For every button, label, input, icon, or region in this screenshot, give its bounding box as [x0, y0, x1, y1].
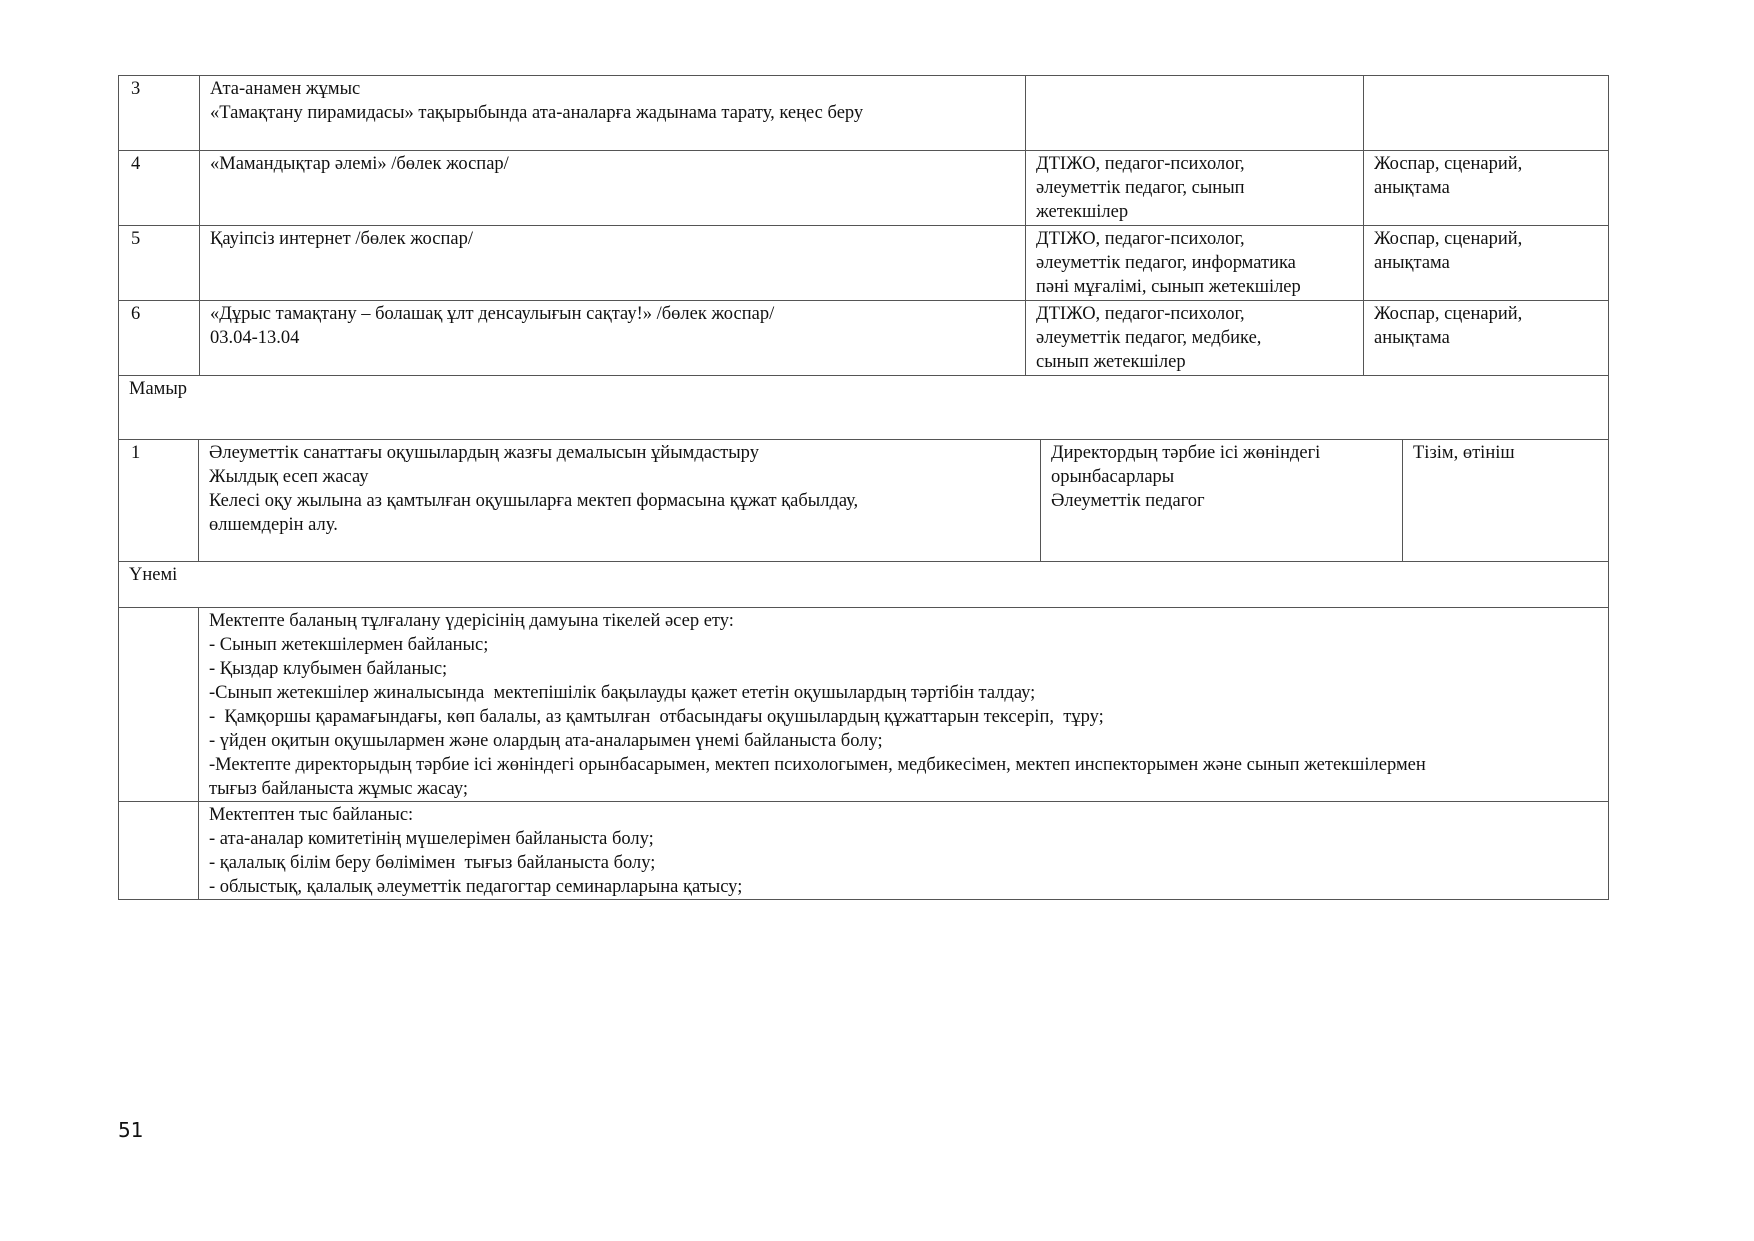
activity-line: өлшемдерін алу. [209, 515, 338, 535]
responsible-line: Әлеуметтік педагог [1051, 491, 1205, 511]
activity-line: - облыстық, қалалық әлеуметтік педагогтар семинарларына қатысу; [209, 877, 743, 897]
activity-cell [200, 301, 1026, 376]
activity-line: «Дұрыс тамақтану – болашақ ұлт денсаулығын сақтау!» /бөлек жоспар/ [210, 304, 775, 324]
activity-line: Мектептен тыс байланыс: [209, 805, 414, 825]
activity-line: -Сынып жетекшілер жиналысында мектепішілік бақылауды қажет ететін оқушылардың тәртібін талдау; [209, 683, 1036, 703]
form-cell [1364, 76, 1609, 151]
responsible-line: әлеуметтік педагог, информатика [1036, 253, 1296, 273]
row-number-cell [119, 151, 200, 226]
section-label: Мамыр [129, 379, 188, 399]
activity-cell [199, 608, 1609, 802]
activity-line: Ата-анамен жұмыс [210, 79, 361, 99]
form-line: Жоспар, сценарий, [1374, 229, 1523, 249]
section-row-always [119, 562, 1609, 608]
responsible-line: ДТІЖО, педагог-психолог, [1036, 304, 1245, 324]
row-number: 5 [131, 229, 141, 249]
form-line: Жоспар, сценарий, [1374, 304, 1523, 324]
responsible-line: әлеуметтік педагог, сынып [1036, 178, 1245, 198]
form-line: анықтама [1374, 253, 1450, 273]
table-row [119, 301, 1609, 376]
section-row-may [119, 376, 1609, 440]
responsible-line: сынып жетекшілер [1036, 352, 1186, 372]
activity-cell [200, 226, 1026, 301]
section-header-always [119, 562, 1609, 608]
activity-line: - Қыздар клубымен байланыс; [209, 659, 448, 679]
responsible-line: пәні мұғалімі, сынып жетекшілер [1036, 277, 1301, 297]
form-cell [1364, 226, 1609, 301]
form-cell [1403, 440, 1609, 562]
row-number-cell [119, 226, 200, 301]
table-row [119, 608, 1609, 802]
activities-table-may [118, 439, 1609, 608]
row-number-cell [119, 440, 199, 562]
activity-line: Жылдық есеп жасау [209, 467, 369, 487]
activity-cell [199, 802, 1609, 900]
activity-line: - Сынып жетекшілермен байланыс; [209, 635, 489, 655]
activity-line: - қалалық білім беру бөлімімен тығыз байланыста болу; [209, 853, 656, 873]
row-number-cell [119, 301, 200, 376]
row-number-cell [119, 608, 199, 802]
responsible-cell [1026, 76, 1364, 151]
section-label: Үнемі [129, 565, 178, 585]
activity-line: - ата-аналар комитетінің мүшелерімен байланыста болу; [209, 829, 654, 849]
activity-line: «Мамандықтар әлемі» /бөлек жоспар/ [210, 154, 509, 174]
activity-line: Әлеуметтік санаттағы оқушылардың жазғы демалысын ұйымдастыру [209, 443, 759, 463]
row-number: 4 [131, 154, 141, 174]
form-cell [1364, 151, 1609, 226]
responsible-cell [1026, 301, 1364, 376]
activity-line: Қауіпсіз интернет /бөлек жоспар/ [210, 229, 473, 249]
activity-cell [200, 151, 1026, 226]
responsible-line: ДТІЖО, педагог-психолог, [1036, 229, 1245, 249]
activity-line: тығыз байланыста жұмыс жасау; [209, 779, 468, 799]
activity-line: Мектепте баланың тұлғалану үдерісінің дамуына тікелей әсер ету: [209, 611, 734, 631]
form-line: анықтама [1374, 328, 1450, 348]
form-line: Тізім, өтініш [1413, 443, 1515, 463]
row-number-cell [119, 802, 199, 900]
table-row [119, 440, 1609, 562]
responsible-cell [1041, 440, 1403, 562]
table-row [119, 76, 1609, 151]
activities-table-ongoing [118, 607, 1609, 900]
row-number: 3 [131, 79, 141, 99]
table-row [119, 151, 1609, 226]
form-line: Жоспар, сценарий, [1374, 154, 1523, 174]
table-row [119, 226, 1609, 301]
row-number-cell [119, 76, 200, 151]
row-number: 6 [131, 304, 141, 324]
activity-line: 03.04-13.04 [210, 328, 300, 348]
responsible-cell [1026, 226, 1364, 301]
activity-cell [200, 76, 1026, 151]
responsible-line: Директордың тәрбие ісі жөніндегі [1051, 443, 1321, 463]
page-number: 51 [118, 1118, 144, 1142]
responsible-line: жетекшілер [1036, 202, 1129, 222]
activity-line: Келесі оқу жылына аз қамтылған оқушыларға мектеп формасына құжат қабылдау, [209, 491, 859, 511]
activity-line: «Тамақтану пирамидасы» тақырыбында ата-аналарға жадынама тарату, кеңес беру [210, 103, 864, 123]
responsible-line: орынбасарлары [1051, 467, 1175, 487]
activity-cell [199, 440, 1041, 562]
activity-line: - Қамқоршы қарамағындағы, көп балалы, аз қамтылған отбасындағы оқушылардың құжаттарын тексеріп, тұру; [209, 707, 1104, 727]
activities-table-april [118, 75, 1609, 440]
row-number: 1 [131, 443, 141, 463]
activity-line: -Мектепте директорыдың тәрбие ісі жөніндегі орынбасарымен, мектеп психологымен, медбикесімен, мектеп инспекторымен және сынып жетекшілермен [209, 755, 1426, 775]
form-cell [1364, 301, 1609, 376]
responsible-line: ДТІЖО, педагог-психолог, [1036, 154, 1245, 174]
form-line: анықтама [1374, 178, 1450, 198]
section-header-may [119, 376, 1609, 440]
table-row [119, 802, 1609, 900]
activity-line: - үйден оқитын оқушылармен және олардың ата-аналарымен үнемі байланыста болу; [209, 731, 883, 751]
responsible-cell [1026, 151, 1364, 226]
responsible-line: әлеуметтік педагог, медбике, [1036, 328, 1262, 348]
